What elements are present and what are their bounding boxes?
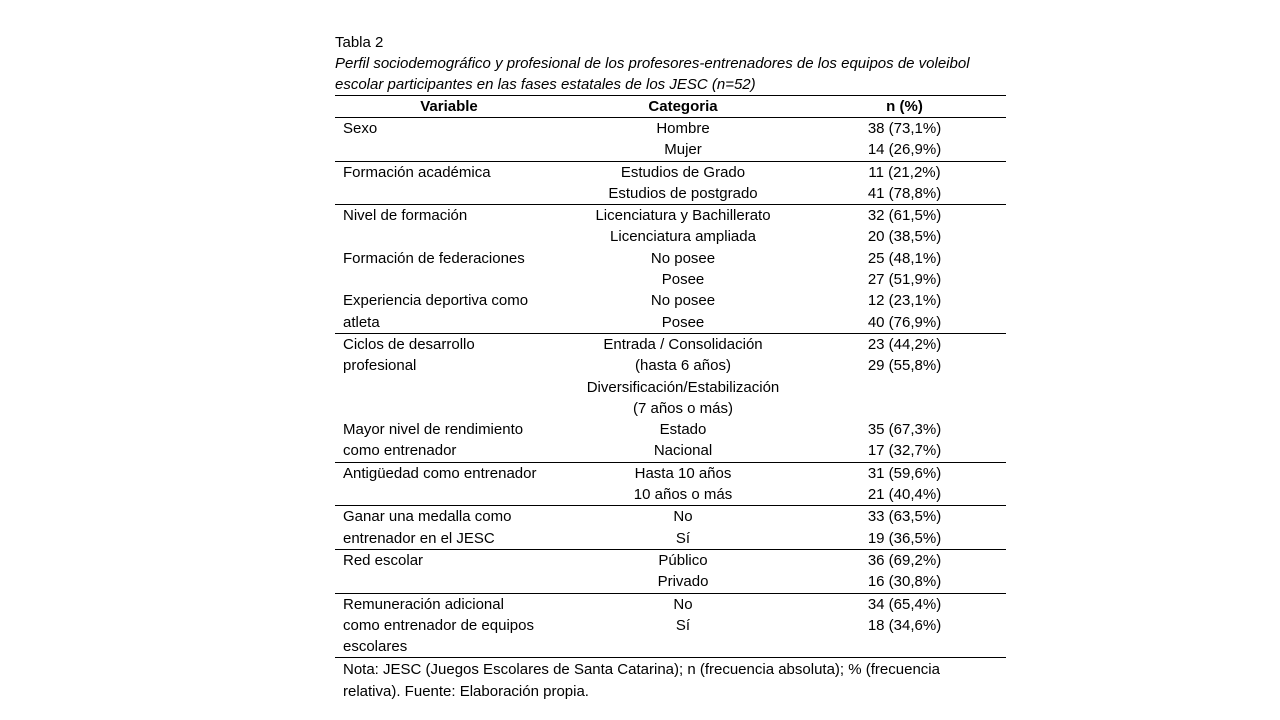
count-cell (803, 377, 1006, 398)
variable-cell: escolares (335, 636, 563, 658)
variable-cell: Nivel de formación (343, 207, 468, 225)
category-cell: Posee (661, 271, 705, 289)
variable-cell: Remuneración adicional (343, 595, 504, 613)
category-cell: No (673, 595, 693, 613)
document (335, 33, 1035, 703)
table-row (335, 248, 1006, 269)
profile-table (335, 95, 1006, 658)
category-cell: Privado (563, 571, 803, 593)
table-row (335, 205, 1006, 227)
table-row (335, 593, 1006, 615)
table-row (335, 355, 1006, 376)
category-cell: Entrada / Consolidación (603, 335, 763, 353)
table-note-line-2: relativa). Fuente: Elaboración propia. (343, 683, 589, 701)
category-cell: Nacional (563, 440, 803, 462)
variable-cell: Formación de federaciones (343, 249, 525, 267)
table-row (335, 139, 1006, 161)
category-cell: Posee (563, 312, 803, 334)
variable-cell: como entrenador (335, 440, 563, 462)
table-row (335, 419, 1006, 440)
table-row (335, 398, 1006, 419)
table-row (335, 183, 1006, 205)
table-row (335, 528, 1006, 550)
table-row (335, 506, 1006, 528)
table-row (335, 462, 1006, 484)
category-cell: Estudios de postgrado (563, 183, 803, 205)
variable-cell (335, 139, 563, 161)
variable-cell: Antigüedad como entrenador (343, 464, 537, 482)
category-cell: Licenciatura ampliada (610, 228, 756, 246)
count-cell: 11 (21,2%) (868, 163, 941, 181)
count-cell: 36 (69,2%) (867, 551, 942, 569)
variable-cell: Experiencia deportiva como (343, 292, 529, 310)
count-cell: 17 (32,7%) (803, 440, 1006, 462)
table-label: Tabla 2 (335, 34, 384, 51)
variable-cell: entrenador en el JESC (335, 528, 563, 550)
variable-cell (335, 398, 563, 419)
count-cell: 29 (55,8%) (867, 357, 942, 375)
variable-cell: Ciclos de desarrollo (343, 335, 475, 353)
count-cell: 31 (59,6%) (867, 464, 942, 482)
count-cell: 12 (23,1%) (867, 292, 942, 310)
table-row (335, 118, 1006, 140)
count-cell: 41 (78,8%) (803, 183, 1006, 205)
table-row (335, 312, 1006, 334)
table-row (335, 269, 1006, 290)
count-cell: 25 (48,1%) (867, 249, 942, 267)
category-cell: Sí (675, 616, 691, 634)
category-cell: Estado (659, 421, 707, 439)
table-row (335, 484, 1006, 506)
variable-cell (335, 269, 563, 290)
count-cell (803, 636, 1006, 658)
table-row (335, 377, 1006, 398)
variable-cell: Sexo (343, 120, 378, 137)
variable-cell: atleta (335, 312, 563, 334)
variable-cell (335, 183, 563, 205)
table-title-line-1: Perfil sociodemográfico y profesional de los profesores-entrenadores de los equipos de voleibol (335, 55, 970, 72)
category-cell: No (673, 508, 693, 526)
variable-cell: Formación académica (343, 163, 491, 181)
count-cell: 27 (51,9%) (867, 271, 942, 289)
count-cell: 32 (61,5%) (867, 207, 942, 225)
count-cell: 19 (36,5%) (803, 528, 1006, 550)
table-row (335, 226, 1006, 247)
category-cell: Sí (563, 528, 803, 550)
category-cell: No posee (650, 249, 716, 267)
table-row (335, 549, 1006, 571)
category-cell: Estudios de Grado (620, 163, 746, 181)
header-n-percent: n (%) (803, 96, 1006, 118)
category-cell: (hasta 6 años) (635, 357, 731, 375)
header-variable: Variable (335, 96, 563, 118)
count-cell (803, 398, 1006, 419)
table-header-row (335, 96, 1006, 118)
category-cell: 10 años o más (563, 484, 803, 506)
count-cell: 21 (40,4%) (803, 484, 1006, 506)
count-cell: 38 (73,1%) (867, 120, 942, 137)
count-cell: 14 (26,9%) (803, 139, 1006, 161)
variable-cell (335, 571, 563, 593)
category-cell: Hasta 10 años (634, 464, 732, 482)
category-cell: No posee (650, 292, 716, 310)
table-note-line-1: Nota: JESC (Juegos Escolares de Santa Catarina); n (frecuencia absoluta); % (frecuencia (343, 661, 940, 679)
table-row (335, 161, 1006, 183)
header-category: Categoria (563, 96, 803, 118)
table-title-line-2: escolar participantes en las fases estatales de los JESC (n=52) (335, 76, 756, 93)
count-cell: 18 (34,6%) (867, 616, 942, 634)
count-cell: 33 (63,5%) (867, 508, 942, 526)
table-row (335, 290, 1006, 311)
count-cell: 23 (44,2%) (867, 335, 942, 353)
table-note (335, 658, 1006, 703)
table-row (335, 440, 1006, 462)
variable-cell: profesional (343, 357, 417, 375)
count-cell: 35 (67,3%) (867, 421, 942, 439)
variable-cell (335, 377, 563, 398)
category-cell: (7 años o más) (632, 399, 734, 417)
category-cell: Hombre (656, 120, 710, 137)
count-cell: 40 (76,9%) (803, 312, 1006, 334)
variable-cell: como entrenador de equipos (343, 616, 534, 634)
table-row (335, 333, 1006, 355)
category-cell (563, 636, 803, 658)
category-cell: Mujer (563, 139, 803, 161)
category-cell: Público (658, 551, 708, 569)
count-cell: 34 (65,4%) (867, 595, 942, 613)
count-cell: 20 (38,5%) (867, 228, 942, 246)
variable-cell: Mayor nivel de rendimiento (343, 421, 524, 439)
variable-cell: Ganar una medalla como (343, 508, 512, 526)
category-cell: Licenciatura y Bachillerato (595, 207, 771, 225)
count-cell: 16 (30,8%) (803, 571, 1006, 593)
table-row (335, 636, 1006, 658)
category-cell: Diversificación/Estabilización (586, 378, 780, 396)
variable-cell: Red escolar (343, 551, 424, 569)
table-row (335, 615, 1006, 636)
variable-cell (335, 484, 563, 506)
variable-cell (335, 226, 563, 247)
table-row (335, 571, 1006, 593)
